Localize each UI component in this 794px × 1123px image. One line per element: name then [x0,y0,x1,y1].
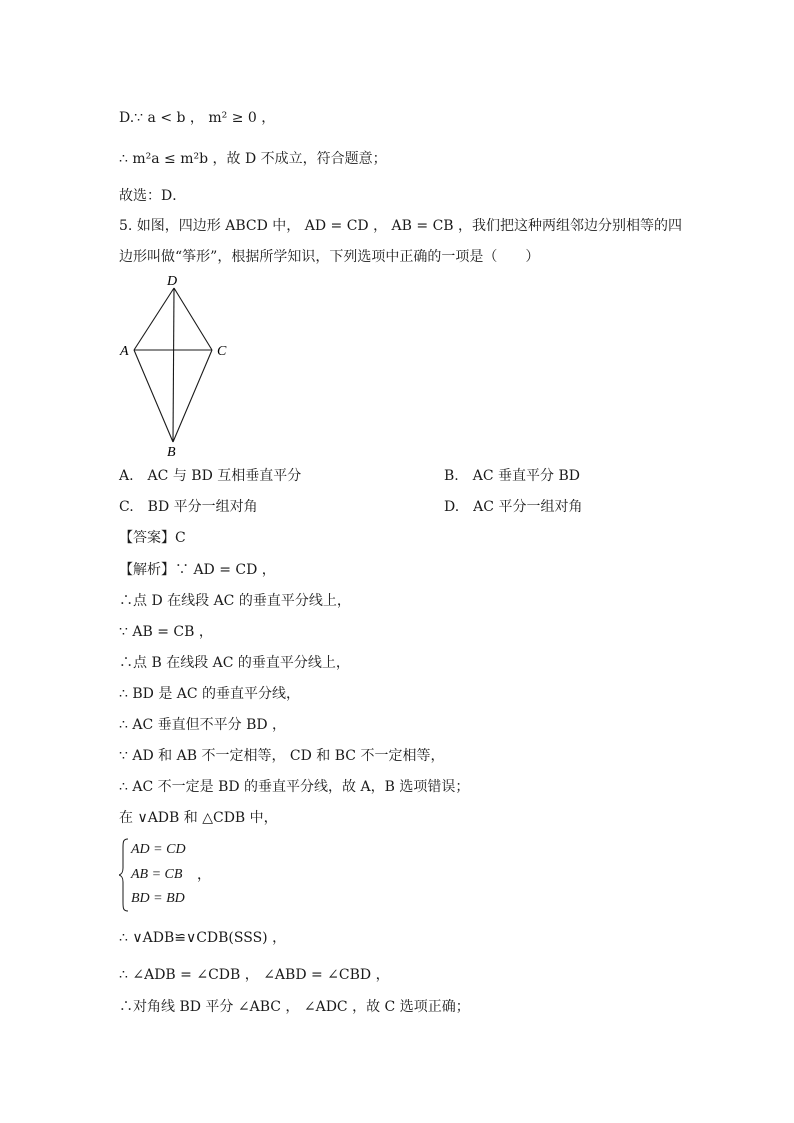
option-a: A. AC 与 BD 互相垂直平分 [119,468,302,484]
text-line-2: ∴ m²a ≤ m²b ，故 D 不成立，符合题意； [119,151,387,167]
vertex-label-c: C [217,344,227,359]
equation-comma: ， [197,867,211,883]
analysis-line-3: ∵ AB = CB ， [119,624,213,640]
equation-row-2: AB = CB [131,867,183,882]
equation-row-3: BD = BD [131,891,185,906]
edge-dc [174,288,212,350]
analysis-line-4: ∴点 B 在线段 AC 的垂直平分线上， [119,655,350,671]
option-d: D. AC 平分一组对角 [444,499,583,515]
text-line-1: D.∵ a < b ， m² ≥ 0 ， [119,110,276,126]
analysis-line-9: 在 ∨ADB 和 △CDB 中， [119,810,278,826]
analysis-line-12: ∴对角线 BD 平分 ∠ABC ， ∠ADC ，故 C 选项正确； [119,999,470,1015]
edge-cb [173,350,212,442]
equation-row-1: AD = CD [131,842,186,857]
equation-system [119,838,239,912]
analysis-line-7: ∵ AD 和 AB 不一定相等， CD 和 BC 不一定相等， [119,748,445,764]
diagonal-bd [173,288,174,442]
analysis-line-11: ∴ ∠ADB = ∠CDB ， ∠ABD = ∠CBD ， [119,967,390,983]
edge-ab [134,350,173,442]
question-5-line-2: 边形叫做“筝形”，根据所学知识，下列选项中正确的一项是（ ） [119,249,540,265]
analysis-line-5: ∴ BD 是 AC 的垂直平分线， [119,686,301,702]
vertex-label-a: A [120,344,129,359]
edge-da [134,288,174,350]
analysis-line-10: ∴ ∨ADB≌∨CDB(SSS) ， [119,930,287,946]
analysis-line-8: ∴ AC 不一定是 BD 的垂直平分线，故 A，B 选项错误； [119,779,470,795]
text-line-3: 故选：D． [119,188,187,204]
question-5-line-1: 5. 如图，四边形 ABCD 中， AD = CD ， AB = CB ，我们把这种两组邻边分别相等的四 [119,218,683,234]
left-brace [119,838,129,912]
option-b: B. AC 垂直平分 BD [444,468,580,484]
analysis-line-1: 【解析】∵ AD = CD ， [119,562,276,578]
option-c: C. BD 平分一组对角 [119,499,258,515]
analysis-line-6: ∴ AC 垂直但不平分 BD ， [119,717,287,733]
answer-line: 【答案】C [119,530,186,546]
vertex-label-b: B [167,445,176,460]
vertex-label-d: D [167,274,178,289]
analysis-line-2: ∴点 D 在线段 AC 的垂直平分线上， [119,593,351,609]
kite-figure [110,268,235,460]
